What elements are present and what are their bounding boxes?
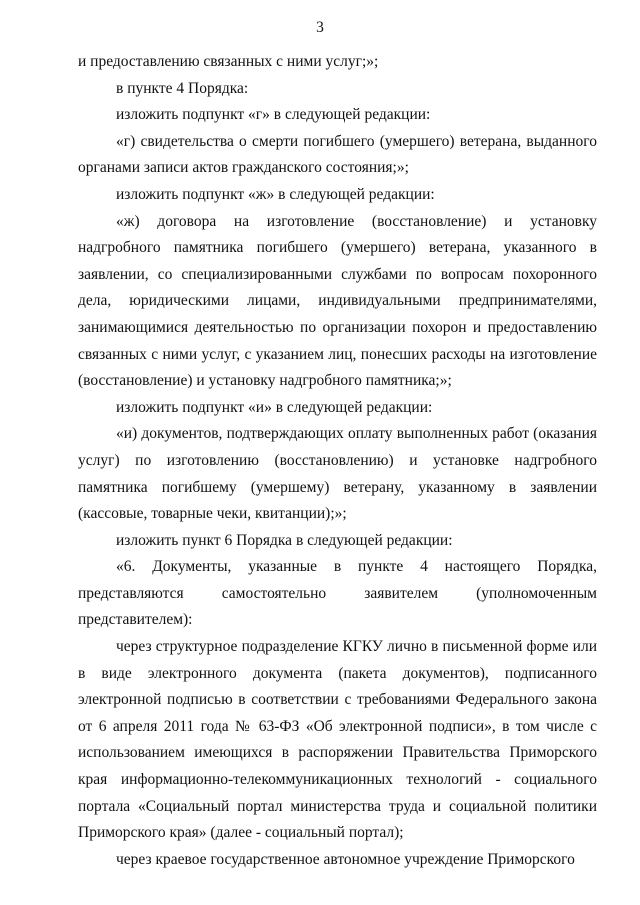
paragraph: через структурное подразделение КГКУ лично в письменной форме или в виде электронного документа (пакета документов), подписанного электронной подписью в соответствии с требованиями Федерального закона от 6 апреля 2011 года № 63-ФЗ «Об электронной подписи», в том числе с использованием имеющихся в распоряжении Правительства Приморского края информационно-телекоммуникационных технологий - социального портала «Социальный портал министерства труда и социальной политики Приморского края» (далее - социальный портал); <box>78 638 597 842</box>
paragraph: изложить подпункт «и» в следующей редакции: <box>116 398 433 416</box>
paragraph: «6. Документы, указанные в пункте 4 настоящего Порядка, представляются самостоятельно заявителем (уполномоченным представителем): <box>78 558 597 629</box>
paragraph: изложить подпункт «ж» в следующей редакции: <box>116 185 435 203</box>
paragraph: и предоставлению связанных с ними услуг;»; <box>78 53 379 70</box>
paragraph: «ж) договора на изготовление (восстановление) и установку надгробного памятника погибшего (умершего) ветерана, указанного в заявлении, со специализированными службами по вопросам похоронного дела, юридическими лицами, индивидуальными предпринимателями, занимающимися деятельностью по организации похорон и предоставлению связанных с ними услуг, с указанием лиц, понесших расходы на изготовление (восстановление) и установку надгробного памятника;»; <box>78 212 597 390</box>
paragraph: «г) свидетельства о смерти погибшего (умершего) ветерана, выданного органами записи актов гражданского состояния;»; <box>78 132 597 177</box>
paragraph: изложить пункт 6 Порядка в следующей редакции: <box>116 531 453 549</box>
paragraph: изложить подпункт «г» в следующей редакции: <box>116 106 431 124</box>
document-body <box>78 49 597 873</box>
paragraph: через краевое государственное автономное учреждение Приморского <box>116 850 575 868</box>
paragraph: в пункте 4 Порядка: <box>116 79 249 97</box>
paragraph: «и) документов, подтверждающих оплату выполненных работ (оказания услуг) по изготовлению (восстановлению) и установке надгробного памятника погибшему (умершему) ветерану, указанному в заявлении (кассовые, товарные чеки, квитанции);»; <box>78 425 597 523</box>
page-number: 3 <box>316 19 324 36</box>
